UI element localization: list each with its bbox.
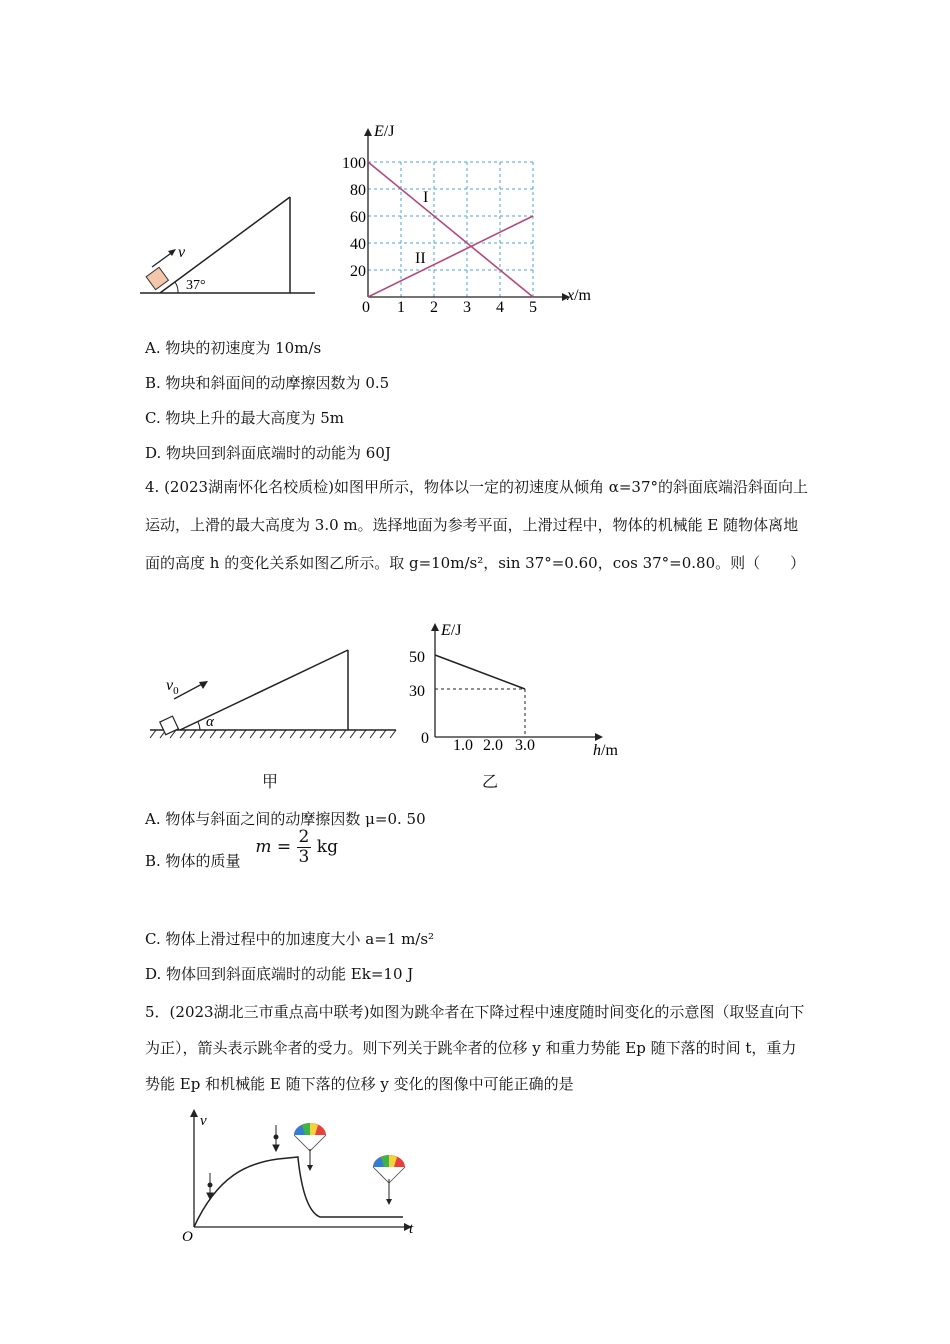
y-tick: 20: [350, 263, 366, 280]
y-axis-label: E/J: [441, 622, 462, 639]
y-tick: 100: [342, 155, 366, 172]
line-II-label: II: [415, 250, 426, 267]
x-tick: 5: [529, 299, 537, 316]
block: [160, 716, 179, 735]
denominator: 3: [298, 847, 310, 867]
q4-stem: 4. (2023湖南怀化名校质检)如图甲所示，物体以一定的初速度从倾角 α=37°的斜面底端沿斜面向上运动，上滑的最大高度为 3.0 m。选择地面为参考平面，上滑过程中，物体的机械能 E 随物体离地面的高度 h 的变化关系如图乙所示。取 g=10m/s²，sin 37°=0.60，cos 37°=0.80。则（ ）: [145, 478, 809, 572]
origin-label: O: [182, 1229, 193, 1245]
caption-yi: 乙: [482, 772, 499, 791]
t-axis-label: t: [409, 1221, 414, 1237]
parachute-velocity-graph: [178, 1105, 428, 1245]
x-axis-label: h/m: [593, 742, 618, 759]
q3-option-d: D. 物块回到斜面底端时的动能为 60J: [145, 444, 391, 462]
parachute-icon: [373, 1155, 405, 1205]
y-tick: 60: [350, 209, 366, 226]
line-II: [368, 216, 533, 297]
x-tick: 3: [463, 299, 471, 316]
q3-option-a: A. 物块的初速度为 10m/s: [145, 339, 322, 357]
v-axis-label: v: [200, 1113, 207, 1129]
x-tick: 0: [362, 299, 370, 316]
incline-figure-1: [140, 185, 320, 305]
x-tick: 2.0: [483, 737, 503, 754]
caption-jia: 甲: [262, 772, 279, 791]
numerator: 2: [298, 827, 310, 847]
velocity-label: v: [178, 244, 186, 261]
energy-height-graph: [405, 615, 630, 760]
x-tick: 1: [397, 299, 405, 316]
energy-displacement-graph: [330, 120, 620, 320]
q5-stem: 5．(2023湖北三市重点高中联考)如图为跳伞者在下降过程中速度随时间变化的示意图（取竖直向下为正），箭头表示跳伞者的受力。则下列关于跳伞者的位移 y 和重力势能 Ep 随下落的时间 t，重力势能 Ep 和机械能 E 随下落的位移 y 变化的图像中可能正确的是: [145, 1003, 805, 1093]
velocity-curve: [194, 1157, 403, 1227]
q3-option-b: B. 物块和斜面间的动摩擦因数为 0.5: [145, 374, 390, 392]
q3-option-c: C. 物块上升的最大高度为 5m: [145, 409, 345, 427]
fraction: [297, 828, 312, 867]
skydiver-figure-1: [207, 1173, 213, 1199]
line-I: [368, 162, 533, 297]
origin-label: 0: [421, 730, 429, 747]
q4-option-d: D. 物体回到斜面底端时的动能 Ek=10 J: [145, 965, 414, 983]
line-I-label: I: [423, 189, 429, 206]
x-tick: 2: [430, 299, 438, 316]
angle-label: 37°: [186, 278, 206, 293]
q4-option-a: A. 物体与斜面之间的动摩擦因数 μ=0. 50: [145, 810, 426, 828]
x-tick: 3.0: [515, 737, 535, 754]
q4-option-c: C. 物体上滑过程中的加速度大小 a=1 m/s²: [145, 930, 435, 948]
option-b-prefix: B. 物体的质量: [145, 852, 241, 870]
alpha-label: α: [206, 714, 214, 730]
skydiver-figure-2: [273, 1125, 279, 1151]
mass-formula: [255, 828, 338, 867]
block: [146, 267, 168, 289]
y-tick-50: 50: [409, 649, 425, 666]
x-tick: 1.0: [453, 737, 473, 754]
y-tick: 80: [350, 182, 366, 199]
incline-figure-jia: [148, 642, 398, 747]
q4-option-b: [145, 827, 338, 881]
x-axis-label: x/m: [567, 287, 591, 304]
v0-label: $v_0$: [166, 677, 179, 697]
y-axis-label: E/J: [374, 123, 395, 140]
mass-symbol: m =: [255, 837, 292, 857]
y-tick: 40: [350, 236, 366, 253]
x-tick: 4: [496, 299, 504, 316]
y-tick-30: 30: [409, 683, 425, 700]
energy-line: [435, 655, 525, 689]
mass-unit: kg: [316, 837, 338, 857]
